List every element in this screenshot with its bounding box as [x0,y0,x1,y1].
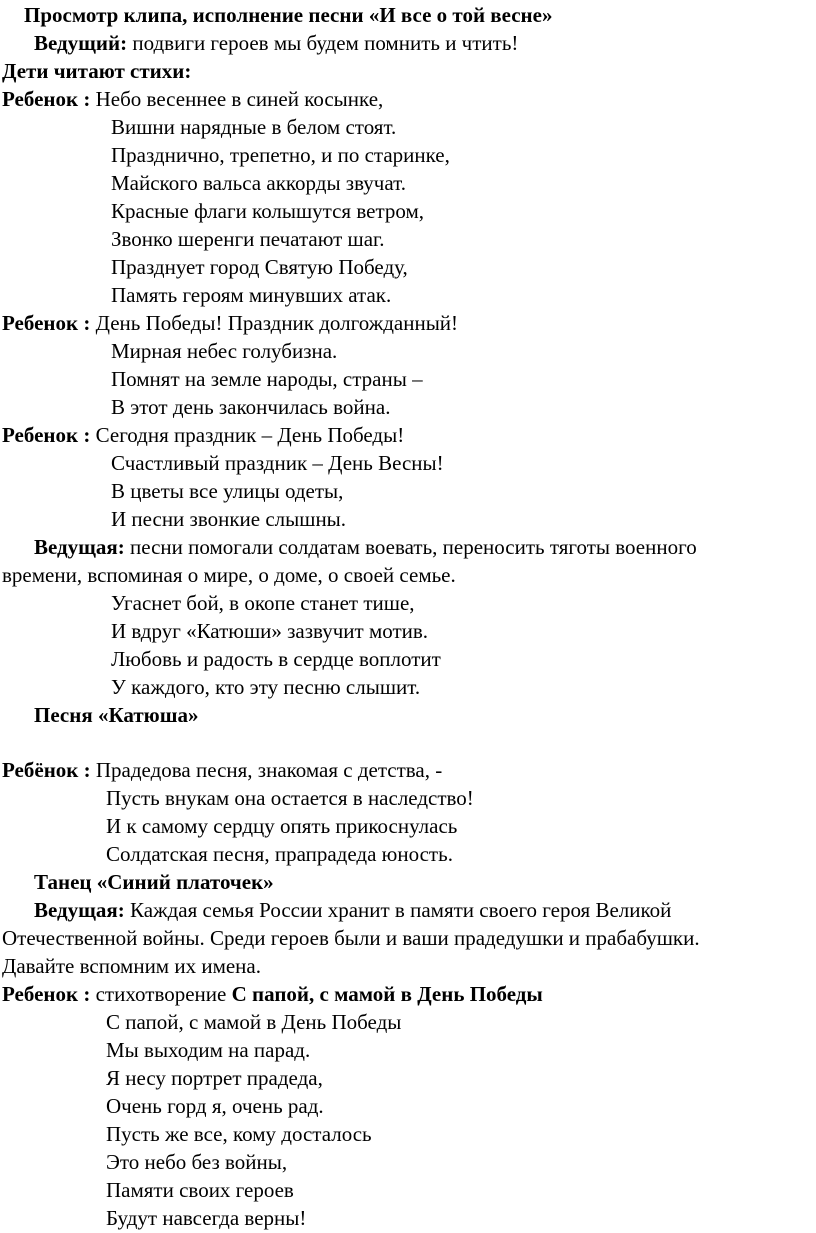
poem-line: Небо весеннее в синей косынке, [90,87,384,111]
speech-text: Отечественной войны. Среди героев были и ваши прадедушки и прабабушки. [2,926,700,950]
poem-line: Угаснет бой, в окопе станет тише, [111,591,415,615]
speaker-label: Ребенок : [2,311,91,335]
poem-line: Сегодня праздник – День Победы! [90,423,405,447]
poem-line: Памяти своих героев [106,1178,294,1202]
song-heading: Песня «Катюша» [34,703,199,727]
poem-line: Звонко шеренги печатают шаг. [111,227,385,251]
speaker-label: Ребенок : [2,423,91,447]
poem-line: С папой, с мамой в День Победы [106,1010,402,1034]
speaker-label: Ребенок : [2,87,91,111]
poem-line: И песни звонкие слышны. [111,507,347,531]
title: Просмотр клипа, исполнение песни «И все о той весне» [24,3,553,27]
host-paragraph-1 [34,30,518,57]
poem-line: Майского вальса аккорды звучат. [111,171,406,195]
speech-text: стихотворение [90,982,232,1006]
speaker-label: Ведущий: [34,31,128,55]
speech-text: подвиги героев мы будем помнить и чтить! [127,31,519,55]
poem-line: Мы выходим на парад. [106,1038,311,1062]
dance-heading: Танец «Синий платочек» [34,870,274,894]
speaker-label: Ведущая: [34,535,125,559]
poem-line: И вдруг «Катюши» зазвучит мотив. [111,619,429,643]
poem3-first-line [2,422,404,449]
poem-line: Празднует город Святую Победу, [111,255,408,279]
speaker-label: Ведущая: [34,898,125,922]
poem-line: Память героям минувших атак. [111,283,392,307]
poem-line: Я несу портрет прадеда, [106,1066,323,1090]
poem-line: Пусть же все, кому досталось [106,1122,372,1146]
poem5-intro-line [2,981,543,1008]
speech-text: Каждая семья России хранит в памяти своего героя Великой [124,898,672,922]
poem-line: Прадедова песня, знакомая с детства, - [90,758,443,782]
poem-line: Счастливый праздник – День Весны! [111,451,444,475]
poem-line: Очень горд я, очень рад. [106,1094,324,1118]
poem-line: День Победы! Праздник долгожданный! [90,311,459,335]
poem-line: В этот день закончилась война. [111,395,391,419]
host-paragraph-2 [34,534,697,561]
poem-line: Солдатская песня, прапрадеда юность. [106,842,453,866]
poem-line: У каждого, кто эту песню слышит. [111,675,421,699]
poem-line: Любовь и радость в сердце воплотит [111,647,441,671]
poem-line: Это небо без войны, [106,1150,288,1174]
poem-line: Мирная небес голубизна. [111,339,338,363]
speaker-label: Ребёнок : [2,758,91,782]
poem2-first-line [2,310,458,337]
poem-line: И к самому сердцу опять прикоснулась [106,814,458,838]
speech-text: времени, вспоминая о мире, о доме, о своей семье. [2,563,456,587]
poem-title: С папой, с мамой в День Победы [231,982,543,1006]
poem4-first-line [2,757,442,784]
speech-text: песни помогали солдатам воевать, переносить тяготы военного [124,535,697,559]
poem-line: Красные флаги колышутся ветром, [111,199,425,223]
poem-line: Вишни нарядные в белом стоят. [111,115,397,139]
poem-line: Помнят на земле народы, страны – [111,367,423,391]
poem1-first-line [2,86,383,113]
poem-line: В цветы все улицы одеты, [111,479,344,503]
poem-line: Будут навсегда верны! [106,1206,307,1230]
poem-line: Пусть внукам она остается в наследство! [106,786,474,810]
speech-text: Давайте вспомним их имена. [2,954,261,978]
speaker-label: Ребенок : [2,982,91,1006]
kids-heading: Дети читают стихи: [2,59,192,83]
host-paragraph-3 [34,897,671,924]
poem-line: Празднично, трепетно, и по старинке, [111,143,450,167]
